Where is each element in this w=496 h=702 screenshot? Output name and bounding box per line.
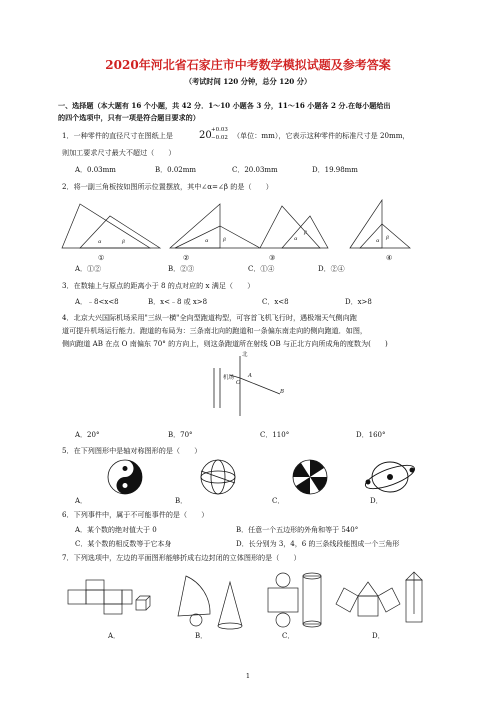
q6-option-c: C．某个数的相反数等于它本身: [75, 540, 172, 548]
fig2-beta: β: [223, 237, 226, 243]
q4-airport-figure: [200, 350, 300, 420]
q1-stem: 1．一种零件的直径尺寸在图纸上是: [62, 131, 173, 140]
q4-stem-line1: 4．北京大兴国际机场采用"三纵一横"全向型跑道构型，可容首飞机飞行时，遇极端天气侧向跑: [62, 313, 357, 322]
q4-option-b: B．70°: [168, 431, 193, 439]
q5-option-b: B．: [175, 497, 188, 505]
q3-option-d: D．x>8: [345, 298, 372, 306]
q4-airport-label: 机场: [223, 375, 235, 381]
q3-stem: 3．在数轴上与原点的距离小于 8 的点对应的 x 满足（ ）: [62, 281, 255, 290]
q6-option-d: D．长分别为 3，4，6 的三条线段能围成一个三角形: [236, 540, 400, 548]
q7-option-c: C．: [282, 632, 295, 640]
yin-yang-icon: [108, 460, 142, 494]
fig4-alpha: α: [376, 238, 380, 244]
fig3-beta: β: [304, 230, 307, 236]
q3-option-c: C．x<8: [262, 298, 289, 306]
q2-fig-label-4: ④: [386, 254, 393, 262]
globe-icon: [201, 460, 235, 494]
q7-stem: 7．下列选项中，左边的平面图形能够折成右边封闭的立体图形的是（ ）: [62, 553, 301, 562]
q5-figures: [100, 457, 430, 497]
section-heading-line2: 的四个选项中，只有一项是符合题目要求的）: [58, 113, 200, 122]
fig4-beta: β: [386, 235, 389, 241]
q2-stem: 2．将一副三角板按如图所示位置摆放，其中∠α=∠β 的是（ ）: [62, 182, 273, 191]
q3-option-a: A．﹣8<x<8: [75, 298, 119, 306]
q4-option-c: C．110°: [260, 431, 290, 439]
q7-option-d: D．: [372, 632, 385, 640]
pinwheel-icon: [293, 460, 327, 494]
q2-fig-label-2: ②: [183, 254, 190, 262]
q2-fig-label-3: ③: [269, 254, 276, 262]
q4-option-a: A．20°: [75, 431, 100, 439]
fig1-beta: β: [122, 239, 125, 245]
q6-option-a: A．某个数的绝对值大于 0: [75, 526, 157, 534]
q1-tol-base: 20: [199, 130, 212, 141]
q1-option-c: C．20.03mm: [232, 166, 278, 174]
fig1-alpha: α: [98, 239, 102, 245]
q5-option-a: A．: [75, 497, 88, 505]
q1-option-d: D．19.98mm: [312, 166, 358, 174]
q7-nets-figure: [68, 566, 428, 634]
q5-option-c: C．: [272, 497, 285, 505]
q2-fig-label-1: ①: [98, 254, 105, 262]
q4-north-label: 北: [242, 352, 248, 358]
q5-stem: 5．在下列图形中是轴对称图形的是（ ）: [62, 446, 202, 455]
q6-stem: 6．下列事件中，属于不可能事件的是（ ）: [62, 510, 209, 519]
atom-icon: [363, 461, 417, 494]
q1-stem-line2: 则加工要求尺寸最大不超过（ ）: [62, 148, 176, 157]
q4-point-o: O: [236, 380, 241, 386]
q2-option-b: B．②③: [168, 265, 195, 273]
q1-tol-up: +0.03: [211, 127, 228, 133]
q7-option-b: B．: [195, 632, 208, 640]
q2-option-d: D．②④: [318, 265, 345, 273]
q1-option-a: A．0.03mm: [75, 166, 116, 174]
q2-option-a: A．①②: [75, 265, 102, 273]
q1-option-b: B．0.02mm: [155, 166, 197, 174]
section-heading-line1: 一、选择题（本大题有 16 个小题，共 42 分．1～10 小题各 3 分，11～16 小题各 2 分.在每小题给出: [58, 101, 391, 110]
q1-tol-down: −0.02: [211, 135, 228, 141]
q4-stem-line2: 道可提升机场运行能力．跑道的布局为：三条南北向的跑道和一条偏东南走向的侧向跑道．如图，: [62, 326, 368, 335]
q3-option-b: B．x<﹣8 或 x>8: [148, 298, 208, 306]
q5-option-d: D．: [370, 497, 383, 505]
page-subtitle: （考试时间 120 分钟，总分 120 分）: [184, 77, 312, 86]
q1-stem-cont: （单位：mm），它表示这种零件的标准尺寸是 20mm，: [233, 131, 410, 140]
fig3-alpha: α: [294, 236, 298, 242]
fig2-alpha: α: [205, 238, 209, 244]
q2-triangles-figure: [60, 196, 440, 256]
page-title: 2020年河北省石家庄市中考数学模拟试题及参考答案: [105, 58, 391, 72]
q6-option-b: B．任意一个五边形的外角和等于 540°: [236, 526, 359, 534]
q4-point-a: A: [248, 373, 252, 379]
q7-option-a: A．: [108, 632, 121, 640]
q2-option-c: C．①④: [248, 265, 275, 273]
q4-option-d: D．160°: [356, 431, 386, 439]
page-number: 1: [245, 672, 251, 680]
q4-point-b: B: [280, 389, 285, 395]
q4-stem-line3: 侧向跑道 AB 在点 O 南偏东 70° 的方向上，则这条跑道所在射线 OB 与正北方向所成角的度数为( ): [62, 339, 388, 348]
